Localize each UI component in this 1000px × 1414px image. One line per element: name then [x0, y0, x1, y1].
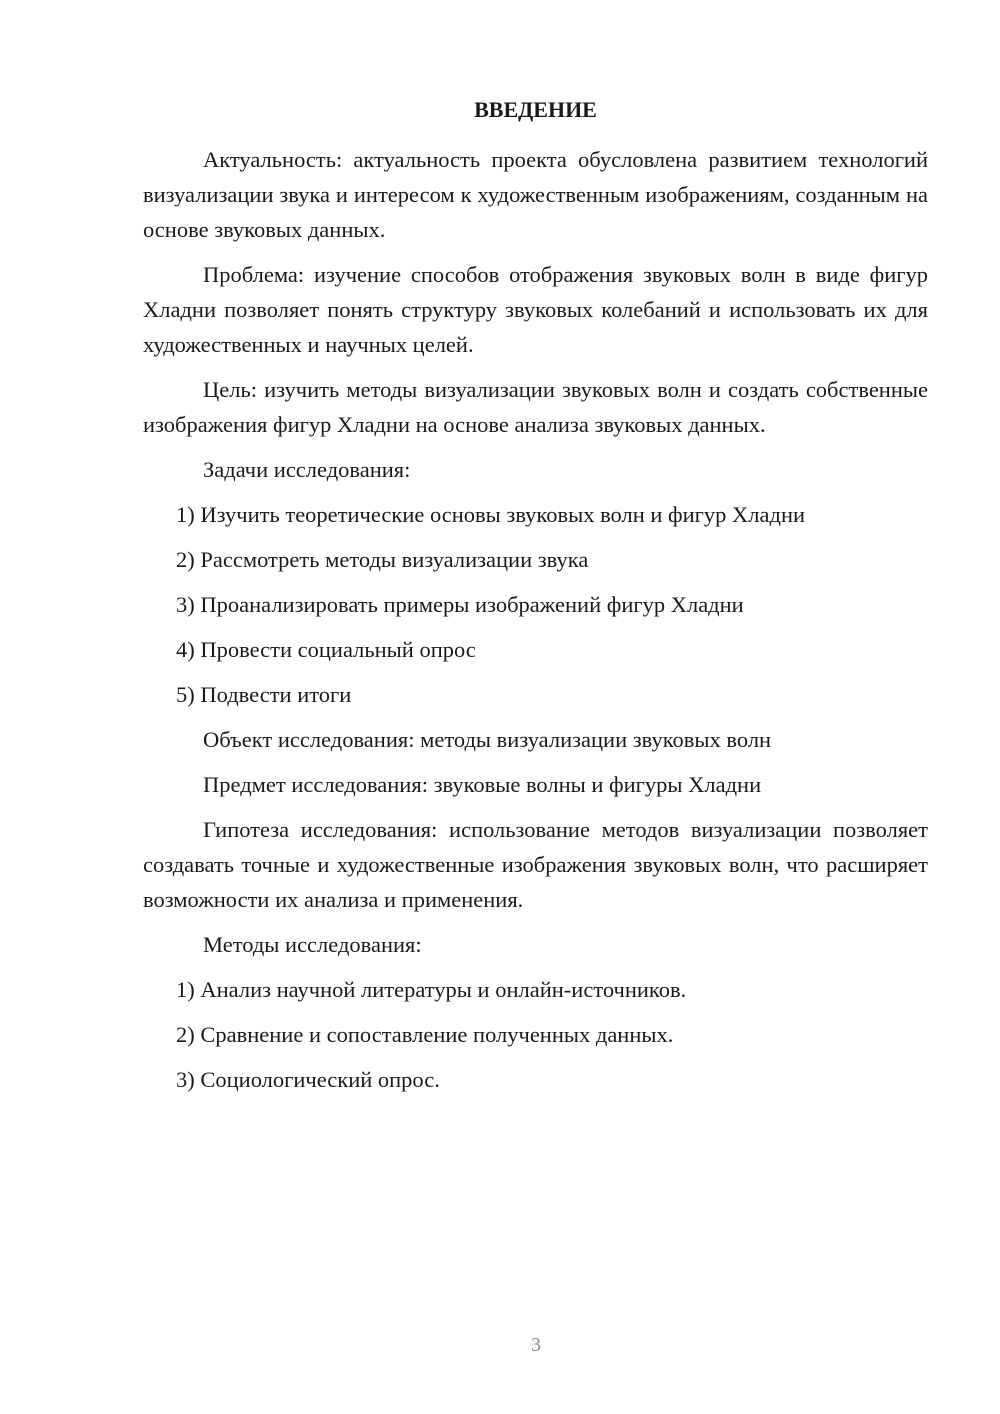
task-item: 2) Рассмотреть методы визуализации звука: [176, 547, 589, 572]
methods-heading: Методы исследования:: [203, 932, 422, 957]
goal-paragraph: Цель: изучить методы визуализации звуковых волн и создать собственные изображения фигур Хладни на основе анализа звуковых данных.: [143, 377, 928, 437]
task-item: 1) Изучить теоретические основы звуковых волн и фигур Хладни: [176, 502, 806, 527]
task-item: 5) Подвести итоги: [176, 682, 352, 707]
object-line: Объект исследования: методы визуализации звуковых волн: [203, 727, 772, 752]
page-number: 3: [531, 1334, 541, 1356]
subject-line: Предмет исследования: звуковые волны и фигуры Хладни: [203, 772, 762, 797]
problem-paragraph: Проблема: изучение способов отображения звуковых волн в виде фигур Хладни позволяет понять структуру звуковых колебаний и использовать их для художественных и научных целей.: [143, 262, 928, 357]
page-content: [143, 92, 928, 1107]
task-item: 4) Провести социальный опрос: [176, 637, 476, 662]
method-item: 3) Социологический опрос.: [176, 1067, 440, 1092]
section-title: ВВЕДЕНИЕ: [474, 97, 597, 122]
task-item: 3) Проанализировать примеры изображений фигур Хладни: [176, 592, 744, 617]
tasks-heading: Задачи исследования:: [203, 457, 411, 482]
hypothesis-paragraph: Гипотеза исследования: использование методов визуализации позволяет создавать точные и художественные изображения звуковых волн, что расширяет возможности их анализа и применения.: [143, 817, 928, 912]
relevance-paragraph: Актуальность: актуальность проекта обусловлена развитием технологий визуализации звука и интересом к художественным изображениям, созданным на основе звуковых данных.: [143, 147, 928, 242]
method-item: 2) Сравнение и сопоставление полученных данных.: [176, 1022, 674, 1047]
method-item: 1) Анализ научной литературы и онлайн-источников.: [176, 977, 687, 1002]
